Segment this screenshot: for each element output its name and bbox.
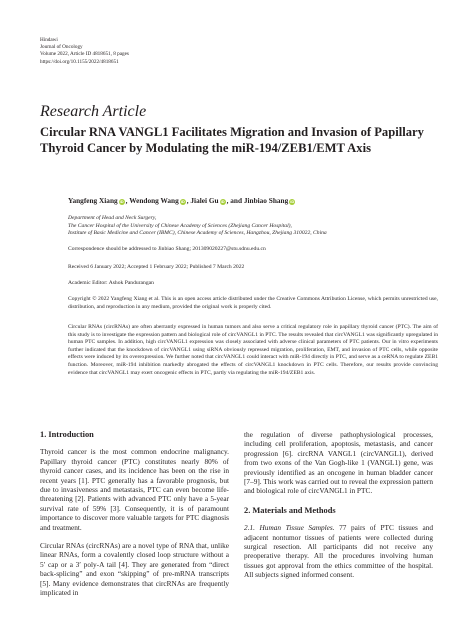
affiliation-line: Department of Head and Neck Surgery,	[68, 215, 157, 221]
author-name[interactable]: and Jinbiao Shang	[230, 196, 289, 205]
abstract: Circular RNAs (circRNAs) are often aberrantly expressed in human tumors and also serve a critical regulatory role in papillary thyroid cancer (PTC). The aim of this study is to investigate the expression pattern and biological role of circVANGL1 in PTC. The results revealed that circVANGL1 was significantly upregulated in human PTC samples. In addition, high circVANGL1 expression was closely associated with adverse clinical parameters of PTC patients. Our in vitro experiments further indicated that the knockdown of circVANGL1 using siRNA obviously repressed migration, proliferation, EMT, and invasion of PTC cells, while opposite effects were induced by its overexpression. We further noted that circVANGL1 could interact with miR-194 directly in PTC, and serve as a ceRNA to regulate ZEB1 function. Moreover, miR-194 inhibition markedly abrogated the effects of circVANGL1 knockdown in PTC cells. Therefore, our results provide convincing evidence that circVANGL1 may exert oncogenic effects in PTC, partly via regulating the miR-194/ZEB1 axis.	[68, 324, 438, 376]
affiliation	[68, 215, 438, 238]
affiliation-line: The Cancer Hospital of the University of Chinese Academy of Sciences (Zhejiang Cancer Hospital),	[68, 222, 292, 229]
article-title: Circular RNA VANGL1 Facilitates Migration and Invasion of Papillary Thyroid Cancer by Modulating the miR-194/ZEB1/EMT Axis	[40, 125, 424, 155]
orcid-icon[interactable]: iD	[119, 199, 124, 204]
academic-editor: Academic Editor: Ashok Pandurangan	[68, 280, 154, 286]
journal-name: Journal of Oncology	[40, 44, 83, 51]
article-type: Research Article	[40, 103, 147, 120]
right-column	[244, 430, 433, 580]
orcid-icon[interactable]: iD	[180, 199, 185, 204]
paragraph	[244, 523, 433, 579]
doi-link[interactable]: https://doi.org/10.1155/2022/4818651	[40, 58, 119, 65]
correspondence: Correspondence should be addressed to Jinbiao Shang; 201309020227@stu.sdnu.edu.cn	[68, 246, 266, 252]
author-name[interactable]: Yangfeng Xiang	[68, 196, 118, 205]
copyright-notice: Copyright © 2022 Yangfeng Xiang et al. This is an open access article distributed under the Creative Commons Attribution License, which permits unrestricted use, distribution, and reproduction in any medium, provided the original work is properly cited.	[68, 296, 438, 310]
left-column	[40, 430, 229, 598]
paragraph: Circular RNAs (circRNAs) are a novel type of RNA that, unlike linear RNAs, form a covalently closed loop structure without a 5′ cap or a 3′ poly-A tail [4]. They are generated from “direct back-splicing” and exon “skipping” of pre-mRNA transcripts [5]. Many evidence demonstrates that circRNAs are frequently implicated in	[40, 541, 229, 598]
subsection-heading: 2.1. Human Tissue Samples.	[244, 523, 335, 533]
paragraph: the regulation of diverse pathophysiological processes, including cell proliferation, apoptosis, metastasis, and cancer progression [6]. circRNA VANGL1 (circVANGL1), derived from two exons of the Van Gogh-like 1 (VANGL1) gene, was previously identified as an oncogene in human bladder cancer [7–9]. This work was carried out to reveal the expression pattern and biological role of circVANGL1 in PTC.	[244, 430, 433, 496]
author-name[interactable]: Jialei Gu	[190, 196, 219, 205]
publication-dates: Received 6 January 2022; Accepted 1 February 2022; Published 7 March 2022	[68, 264, 245, 270]
section-heading-methods: 2. Materials and Methods	[244, 505, 336, 515]
section-heading-introduction: 1. Introduction	[40, 430, 94, 439]
publisher-name: Hindawi	[40, 37, 58, 43]
author-name[interactable]: Wendong Wang	[129, 196, 179, 205]
paragraph-text: 77 pairs of PTC tissues and adjacent nontumor tissues of patients were collected during surgical resection. All participants did not receive any preoperative therapy. All the procedures involving human tissues got approval from the ethics committee of the hospital. All subjects signed informed consent.	[244, 523, 434, 580]
affiliation-line: Institute of Basic Medicine and Cancer (IBMC), Chinese Academy of Sciences, Hangzhou, Zhejiang 310022, China	[68, 230, 327, 237]
volume-info: Volume 2022, Article ID 4818651, 8 pages	[40, 51, 129, 58]
author-list: Yangfeng Xiang iD , Wendong Wang iD , Jialei Gu iD , and Jinbiao Shang iD	[68, 196, 295, 205]
paragraph: Thyroid cancer is the most common endocrine malignancy. Papillary thyroid cancer (PTC) constitutes nearly 80% of thyroid cancer cases, and its incidence has been on the rise in recent years [1]. PTC generally has a favorable prognosis, but due to invasiveness and metastasis, PTC can even become life-threatening [2]. Patients with advanced PTC only have a 5-year survival rate of 59% [3]. Consequently, it is of paramount importance to discover more valuable targets for PTC diagnosis and treatment.	[40, 447, 229, 532]
orcid-icon[interactable]: iD	[290, 199, 295, 204]
journal-header	[40, 37, 129, 66]
orcid-icon[interactable]: iD	[220, 199, 225, 204]
